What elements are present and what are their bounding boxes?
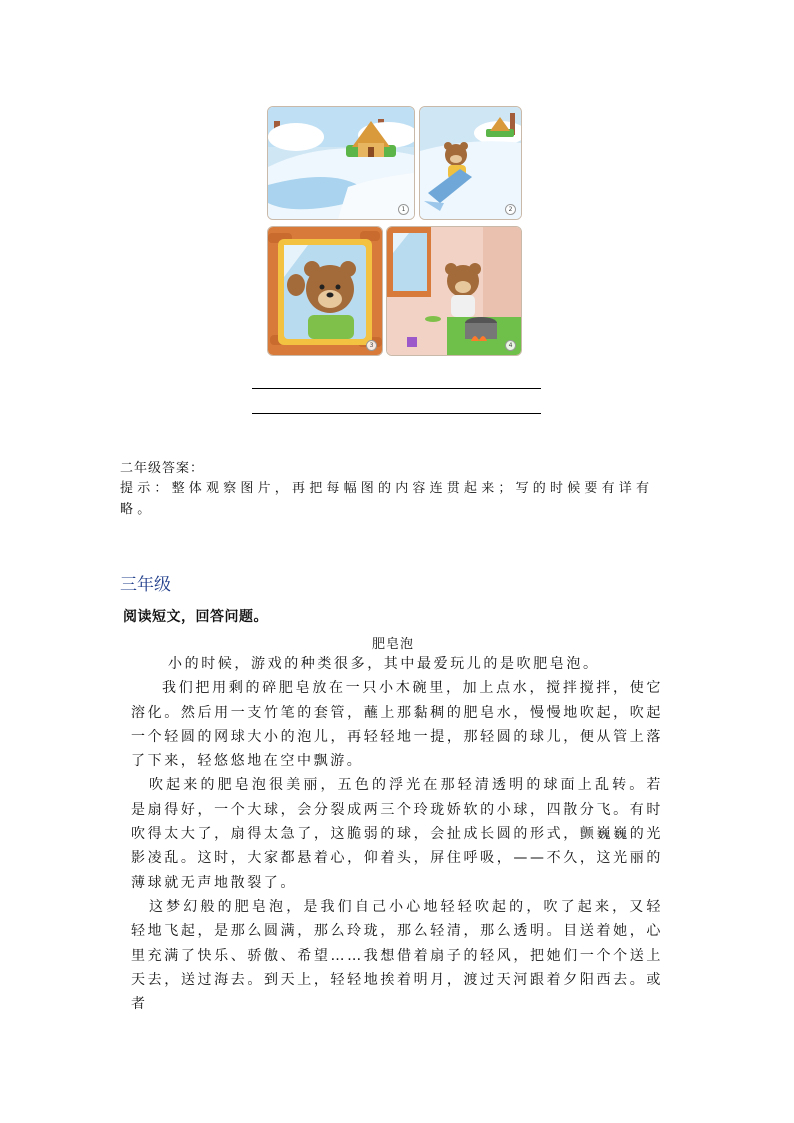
story-paragraph: 我们把用剩的碎肥皂放在一只小木碗里，加上点水，搅拌搅拌，使它溶化。然后用一支竹笔的套管，蘸上那黏稠的肥皂水，慢慢地吹起，吹起一个轻圆的网球大小的泡儿，再轻轻地一提，那轻圆的球儿，便从管上落了下来，轻悠悠地在空中飘游。: [131, 680, 663, 770]
panel-number: 4: [505, 340, 516, 351]
panel-number: 2: [505, 204, 516, 215]
story-paragraph: 小的时候，游戏的种类很多，其中最爱玩儿的是吹肥皂泡。: [168, 656, 600, 672]
bear-waving-image: [268, 227, 382, 355]
answer-line-2[interactable]: [252, 413, 541, 414]
story-title: 肥皂泡: [372, 637, 415, 652]
comic-panel-1: [267, 106, 415, 220]
story-body: [131, 652, 663, 1016]
bear-sledding-image: [420, 107, 521, 219]
reading-instruction: 阅读短文，回答问题。: [123, 609, 268, 625]
grade2-hint: 提示：整体观察图片，再把每幅图的内容连贯起来；写的时候要有详有略。: [120, 481, 654, 517]
snow-scene-image: [268, 107, 414, 219]
section-title: 三年级: [120, 575, 171, 595]
grade2-answer-label: 二年级答案：: [120, 461, 205, 476]
comic-panel-4: [386, 226, 522, 356]
comic-panel-2: [419, 106, 522, 220]
answer-line-1[interactable]: [252, 388, 541, 389]
story-paragraph: 这梦幻般的肥皂泡，是我们自己小心地轻轻吹起的，吹了起来，又轻轻地飞起，是那么圆满，那么玲珑，那么轻清，那么透明。目送着她，心里充满了快乐、骄傲、希望……我想借着扇子的轻风，把她们一个个送上天去，送过海去。到天上，轻轻地挨着明月，渡过天河跟着夕阳西去。或者: [131, 898, 663, 1013]
panel-number: 1: [398, 204, 409, 215]
panel-number: 3: [366, 340, 377, 351]
story-paragraph: 吹起来的肥皂泡很美丽，五色的浮光在那轻清透明的球面上乱转。若是扇得好，一个大球，会分裂成两三个玲珑娇软的小球，四散分飞。有时吹得太大了，扇得太急了，这脆弱的球，会扯成长圆的形式，颤巍巍的光影凌乱。这时，大家都悬着心，仰着头，屏住呼吸，——不久，这光丽的薄球就无声地散裂了。: [131, 777, 663, 891]
comic-panel-3: [267, 226, 383, 356]
bear-cooking-image: [387, 227, 521, 355]
